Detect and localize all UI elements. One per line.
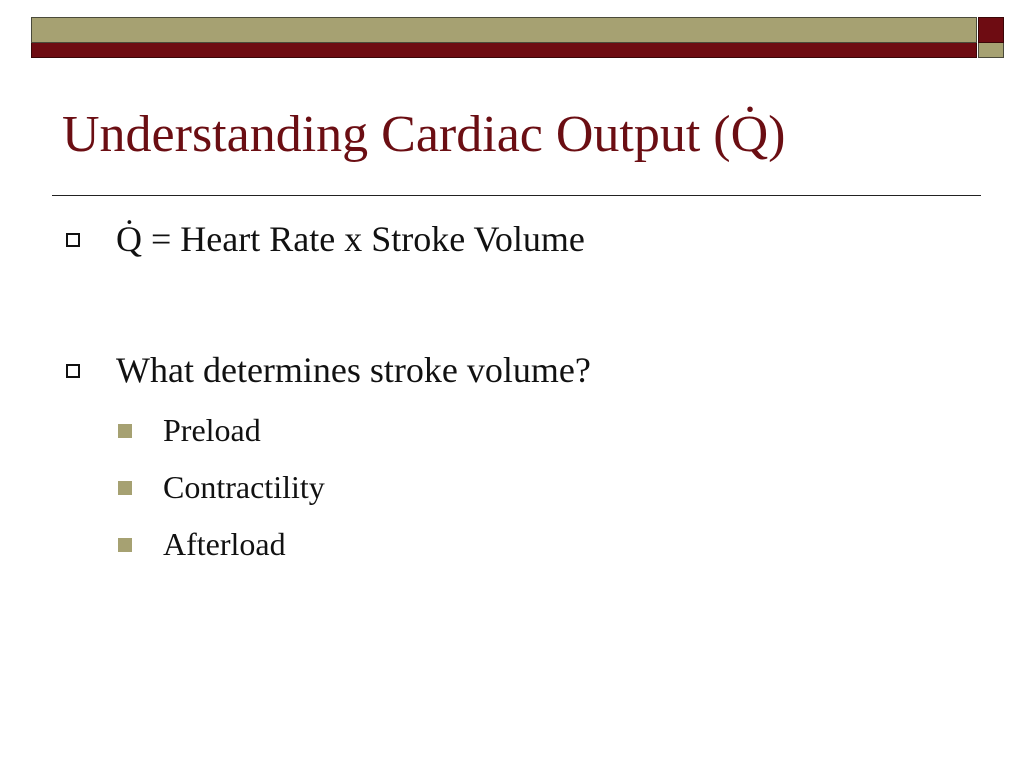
bullet-item <box>66 220 585 260</box>
hollow-square-bullet-icon <box>66 233 80 247</box>
hollow-square-bullet-icon <box>66 364 80 378</box>
bullet-item <box>66 351 591 391</box>
sub-bullet-item <box>118 413 261 448</box>
filled-square-bullet-icon <box>118 424 132 438</box>
header-bar-maroon <box>31 43 977 58</box>
title-divider <box>52 195 981 196</box>
bullet-text: Q̇ = Heart Rate x Stroke Volume <box>116 219 585 259</box>
sub-bullet-text: Contractility <box>163 469 325 505</box>
sub-bullet-text: Preload <box>163 412 261 448</box>
sub-bullet-item <box>118 527 286 562</box>
filled-square-bullet-icon <box>118 481 132 495</box>
header-square-maroon <box>978 17 1004 43</box>
header-square-olive <box>978 43 1004 58</box>
slide-title: Understanding Cardiac Output (Q̇) <box>62 106 786 163</box>
sub-bullet-item <box>118 470 325 505</box>
filled-square-bullet-icon <box>118 538 132 552</box>
sub-bullet-text: Afterload <box>163 526 286 562</box>
header-bar-olive <box>31 17 977 43</box>
bullet-text: What determines stroke volume? <box>116 350 591 390</box>
